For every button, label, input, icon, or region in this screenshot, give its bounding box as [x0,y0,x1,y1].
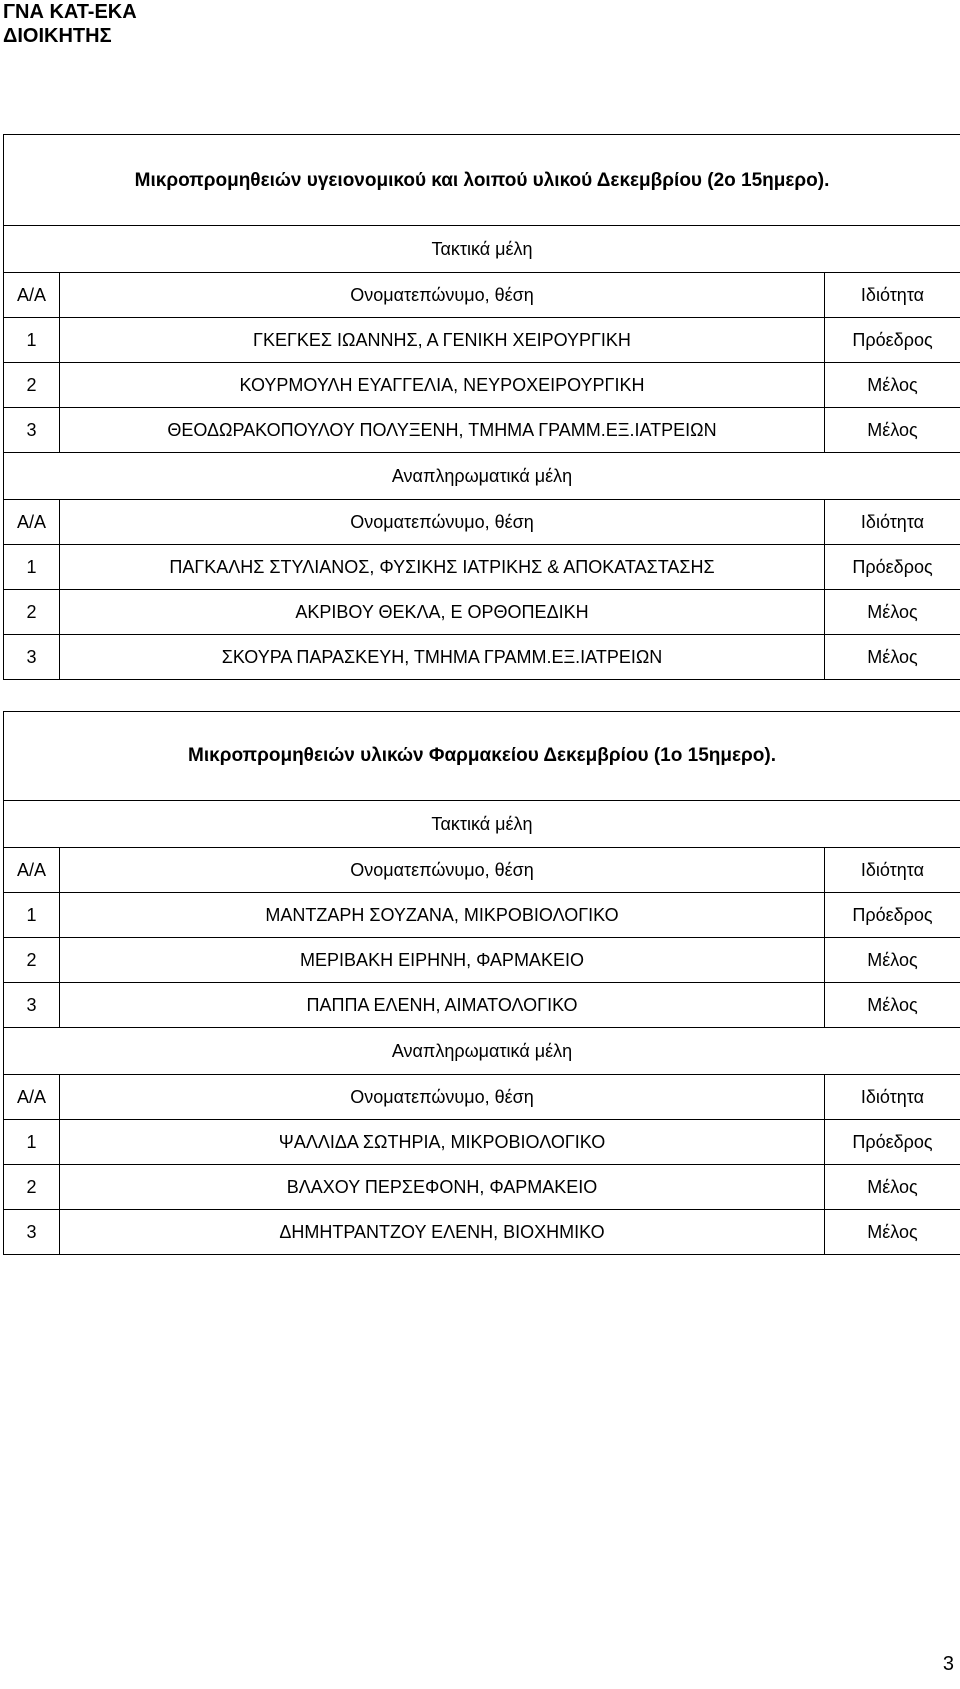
member-number: 2 [4,590,60,635]
member-role: Πρόεδρος [825,893,960,938]
member-number: 1 [4,1120,60,1165]
column-header-name: Ονοματεπώνυμο, θέση [60,273,825,318]
column-header-role: Ιδιότητα [825,1075,960,1120]
member-name: ΠΑΠΠΑ ΕΛΕΝΗ, ΑΙΜΑΤΟΛΟΓΙΚΟ [60,983,825,1028]
member-role: Μέλος [825,635,960,680]
member-name: ΒΛΑΧΟΥ ΠΕΡΣΕΦΟΝΗ, ΦΑΡΜΑΚΕΙΟ [60,1165,825,1210]
regular-members-heading: Τακτικά μέλη [4,801,960,848]
member-role: Πρόεδρος [825,1120,960,1165]
column-header-number: Α/Α [4,273,60,318]
column-header-name: Ονοματεπώνυμο, θέση [60,500,825,545]
member-role: Μέλος [825,408,960,453]
page-number: 3 [942,1653,954,1675]
column-header-name: Ονοματεπώνυμο, θέση [60,848,825,893]
table-row [4,590,960,635]
column-header-role: Ιδιότητα [825,848,960,893]
committee-title-row [4,135,960,226]
member-role: Μέλος [825,983,960,1028]
table-row [4,1120,960,1165]
column-header-row [4,273,960,318]
member-role: Μέλος [825,1165,960,1210]
member-number: 2 [4,363,60,408]
member-number: 3 [4,635,60,680]
committee-title: Μικροπρομηθειών υγειονομικού και λοιπού υλικού Δεκεμβρίου (2ο 15ημερο). [4,135,960,226]
regular-members-heading: Τακτικά μέλη [4,226,960,273]
column-header-name: Ονοματεπώνυμο, θέση [60,1075,825,1120]
member-role: Μέλος [825,938,960,983]
column-header-number: Α/Α [4,1075,60,1120]
section-heading-row [4,226,960,273]
member-number: 3 [4,1210,60,1255]
column-header-row [4,848,960,893]
table-row [4,363,960,408]
member-name: ΔΗΜΗΤΡΑΝΤΖΟΥ ΕΛΕΝΗ, ΒΙΟΧΗΜΙΚΟ [60,1210,825,1255]
signatory-title: ΔΙΟΙΚΗΤΗΣ [3,25,112,47]
member-name: ΚΟΥΡΜΟΥΛΗ ΕΥΑΓΓΕΛΙΑ, ΝΕΥΡΟΧΕΙΡΟΥΡΓΙΚΗ [60,363,825,408]
member-number: 2 [4,1165,60,1210]
column-header-number: Α/Α [4,848,60,893]
member-role: Πρόεδρος [825,545,960,590]
column-header-role: Ιδιότητα [825,500,960,545]
table-row [4,318,960,363]
committee-title-row [4,712,960,801]
member-name: ΘΕΟΔΩΡΑΚΟΠΟΥΛΟΥ ΠΟΛΥΞΕΝΗ, ΤΜΗΜΑ ΓΡΑΜΜ.ΕΞ.ΙΑΤΡΕΙΩΝ [60,408,825,453]
column-header-number: Α/Α [4,500,60,545]
member-number: 1 [4,318,60,363]
table-row [4,983,960,1028]
alternate-members-heading: Αναπληρωματικά μέλη [4,1028,960,1075]
member-name: ΑΚΡΙΒΟΥ ΘΕΚΛΑ, Ε ΟΡΘΟΠΕΔΙΚΗ [60,590,825,635]
committee-title: Μικροπρομηθειών υλικών Φαρμακείου Δεκεμβρίου (1ο 15ημερο). [4,712,960,801]
section-heading-row [4,453,960,500]
table-row [4,1210,960,1255]
table-row [4,545,960,590]
member-role: Πρόεδρος [825,318,960,363]
alternate-members-heading: Αναπληρωματικά μέλη [4,453,960,500]
column-header-row [4,500,960,545]
column-header-row [4,1075,960,1120]
column-header-role: Ιδιότητα [825,273,960,318]
member-name: ΜΑΝΤΖΑΡΗ ΣΟΥΖΑΝΑ, ΜΙΚΡΟΒΙΟΛΟΓΙΚΟ [60,893,825,938]
table-row [4,1165,960,1210]
table-row [4,408,960,453]
committee-table [3,711,960,1255]
member-role: Μέλος [825,1210,960,1255]
member-name: ΜΕΡΙΒΑΚΗ ΕΙΡΗΝΗ, ΦΑΡΜΑΚΕΙΟ [60,938,825,983]
section-heading-row [4,801,960,848]
table-row [4,635,960,680]
table-row [4,938,960,983]
member-number: 1 [4,893,60,938]
member-name: ΠΑΓΚΑΛΗΣ ΣΤΥΛΙΑΝΟΣ, ΦΥΣΙΚΗΣ ΙΑΤΡΙΚΗΣ & ΑΠΟΚΑΤΑΣΤΑΣΗΣ [60,545,825,590]
member-name: ΨΑΛΛΙΔΑ ΣΩΤΗΡΙΑ, ΜΙΚΡΟΒΙΟΛΟΓΙΚΟ [60,1120,825,1165]
member-number: 2 [4,938,60,983]
member-role: Μέλος [825,363,960,408]
member-number: 3 [4,983,60,1028]
organization-name: ΓΝΑ ΚΑΤ-ΕΚΑ [3,1,137,23]
member-name: ΓΚΕΓΚΕΣ ΙΩΑΝΝΗΣ, Α ΓΕΝΙΚΗ ΧΕΙΡΟΥΡΓΙΚΗ [60,318,825,363]
committee-table [3,134,960,680]
member-number: 3 [4,408,60,453]
section-heading-row [4,1028,960,1075]
table-row [4,893,960,938]
member-name: ΣΚΟΥΡΑ ΠΑΡΑΣΚΕΥΗ, ΤΜΗΜΑ ΓΡΑΜΜ.ΕΞ.ΙΑΤΡΕΙΩΝ [60,635,825,680]
member-number: 1 [4,545,60,590]
member-role: Μέλος [825,590,960,635]
